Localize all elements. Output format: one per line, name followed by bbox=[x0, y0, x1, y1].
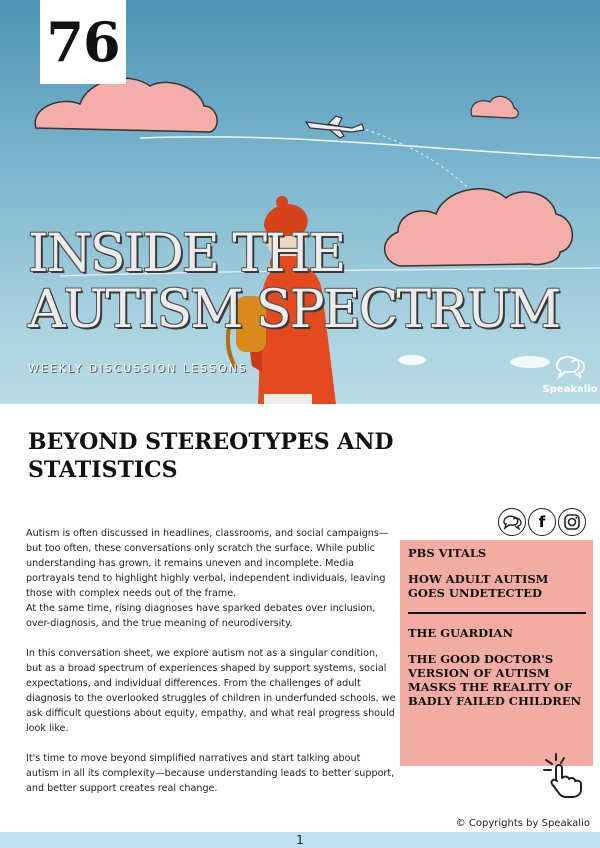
hero-title bbox=[28, 226, 588, 338]
click-hand-icon bbox=[540, 750, 592, 798]
brand-logo bbox=[540, 352, 600, 395]
hero-title-line-2: AUTISM SPECTRUM bbox=[28, 280, 560, 340]
brand-name: Speakalio bbox=[542, 384, 598, 395]
paragraph-3: It's time to move beyond simplified narratives and start talking about autism in all its complexity—because understanding leads to better support, and better support creates real change. bbox=[26, 753, 395, 794]
hero-title-line-1: INSIDE THE bbox=[28, 224, 345, 284]
copyright: © Copyrights by Speakalio bbox=[455, 818, 590, 829]
hero-subtitle: WEEKLY DISCUSSION LESSONS bbox=[28, 362, 248, 375]
footer-page-number: 1 bbox=[296, 833, 304, 847]
source-the-guardian: THE GUARDIAN bbox=[408, 626, 513, 640]
page-number-box bbox=[40, 0, 126, 84]
paragraph-1 bbox=[26, 526, 396, 631]
divider bbox=[408, 612, 586, 614]
paragraph-2: In this conversation sheet, we explore autism not as a singular condition, but as a broad spectrum of experiences shaped by support systems, social expectations, and individual differences. From the challenges of adult diagnosis to the overlooked struggles of children in underfunded schools, we ask difficult questions about equity, empathy, and what real progress should look like. bbox=[26, 648, 396, 734]
facebook-glyph: f bbox=[538, 513, 546, 531]
cloud-1 bbox=[35, 78, 217, 132]
paragraph-1a: Autism is often discussed in headlines, classrooms, and social campaigns—but too often, these conversations only scratch the surface. While public understanding has grown, it remains uneven and incomplete. Media portrayals tend to highlight highly verbal, independent individuals, leaving those with complex needs out of the frame. bbox=[26, 528, 389, 599]
airplane-icon bbox=[306, 116, 364, 138]
body-text bbox=[26, 526, 396, 811]
cloud-2 bbox=[471, 96, 518, 118]
paragraph-1b: At the same time, rising diagnoses have sparked debates over inclusion, over-diagnosis, and the true meaning of neurodiversity. bbox=[26, 603, 376, 629]
hero-banner bbox=[0, 0, 600, 404]
article-link-adult-autism[interactable]: HOW ADULT AUTISM GOES UNDETECTED bbox=[408, 572, 549, 600]
chat-icon[interactable] bbox=[498, 508, 526, 536]
related-articles-box bbox=[400, 540, 593, 766]
page-number: 76 bbox=[46, 10, 120, 74]
instagram-icon[interactable] bbox=[558, 508, 586, 536]
article-link-good-doctor[interactable]: THE GOOD DOCTOR'S VERSION OF AUTISM MASKS THE REALITY OF BADLY FAILED CHILDREN bbox=[408, 652, 582, 708]
social-icons bbox=[498, 508, 586, 536]
speech-bubbles-icon bbox=[553, 352, 587, 380]
section-heading: BEYOND STEREOTYPES AND STATISTICS bbox=[28, 429, 394, 483]
facebook-icon[interactable] bbox=[528, 508, 556, 536]
source-pbs-vitals: PBS VITALS bbox=[408, 546, 487, 560]
